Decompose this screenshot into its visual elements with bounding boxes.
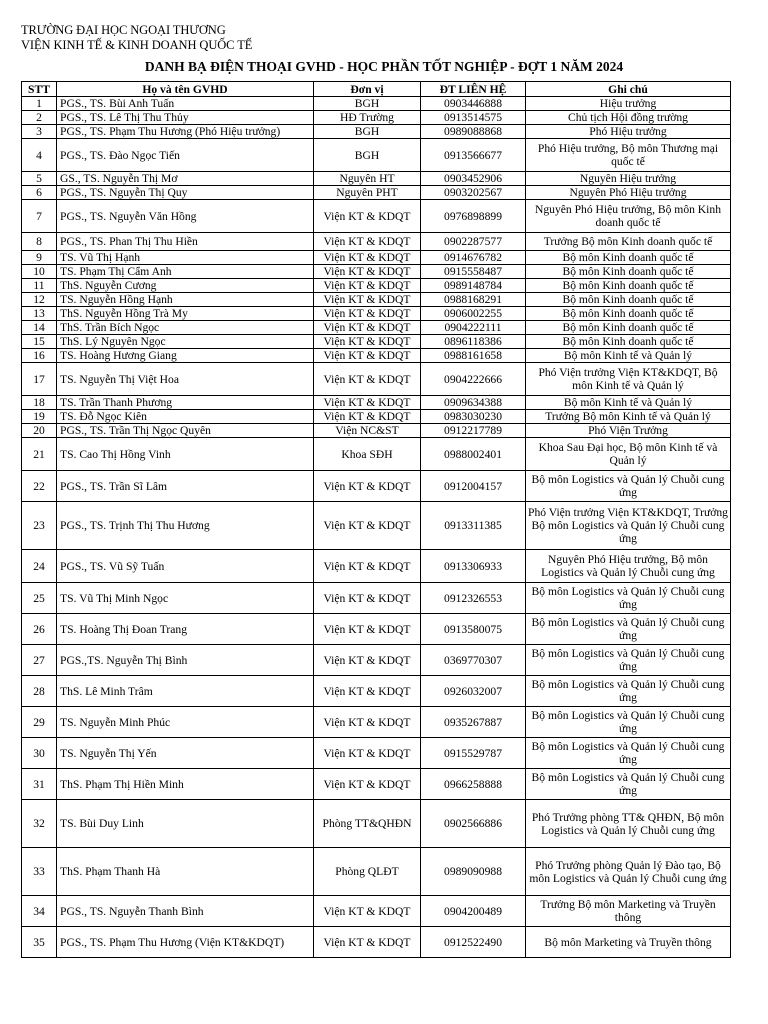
table-row (22, 927, 731, 958)
table-row (22, 172, 731, 186)
table-row (22, 200, 731, 233)
cell-phone: 0935267887 (421, 707, 526, 738)
cell-note: Bộ môn Logistics và Quản lý Chuỗi cung ứng (526, 676, 731, 707)
cell-note: Bộ môn Marketing và Truyền thông (526, 927, 731, 958)
cell-phone: 0909634388 (421, 396, 526, 410)
cell-name: ThS. Trần Bích Ngọc (57, 321, 314, 335)
cell-stt: 3 (22, 125, 57, 139)
cell-phone: 0983030230 (421, 410, 526, 424)
cell-phone: 0903446888 (421, 97, 526, 111)
cell-unit: Viện KT & KDQT (314, 410, 421, 424)
table-row (22, 769, 731, 800)
cell-name: TS. Bùi Duy Linh (57, 800, 314, 848)
cell-unit: Viện KT & KDQT (314, 645, 421, 676)
cell-note: Phó Viện trưởng Viện KT&KDQT, Bộ môn Kinh tế và Quản lý (526, 363, 731, 396)
cell-unit: Khoa SĐH (314, 438, 421, 471)
cell-unit: Viện KT & KDQT (314, 927, 421, 958)
cell-note: Bộ môn Logistics và Quản lý Chuỗi cung ứng (526, 769, 731, 800)
cell-name: PGS., TS. Đào Ngọc Tiến (57, 139, 314, 172)
cell-unit: Viện KT & KDQT (314, 614, 421, 645)
cell-unit: Viện KT & KDQT (314, 583, 421, 614)
cell-note: Phó Viện Trưởng (526, 424, 731, 438)
cell-name: GS., TS. Nguyễn Thị Mơ (57, 172, 314, 186)
cell-phone: 0912522490 (421, 927, 526, 958)
document-title: DANH BẠ ĐIỆN THOẠI GVHD - HỌC PHẦN TỐT NGHIỆP - ĐỢT 1 NĂM 2024 (144, 59, 624, 74)
table-row (22, 111, 731, 125)
cell-name: ThS. Phạm Thị Hiền Minh (57, 769, 314, 800)
cell-phone: 0369770307 (421, 645, 526, 676)
table-row (22, 97, 731, 111)
cell-note: Hiệu trưởng (526, 97, 731, 111)
cell-name: PGS., TS. Vũ Sỹ Tuấn (57, 550, 314, 583)
cell-phone: 0926032007 (421, 676, 526, 707)
cell-name: TS. Đỗ Ngọc Kiên (57, 410, 314, 424)
cell-note: Nguyên Hiệu trưởng (526, 172, 731, 186)
table-body (22, 97, 731, 958)
cell-note: Phó Viện trưởng Viện KT&KDQT, Trưởng Bộ môn Logistics và Quản lý Chuỗi cung ứng (526, 502, 731, 550)
cell-note: Phó Trưởng phòng TT& QHĐN, Bộ môn Logistics và Quản lý Chuỗi cung ứng (526, 800, 731, 848)
cell-stt: 4 (22, 139, 57, 172)
cell-note: Bộ môn Kinh doanh quốc tế (526, 335, 731, 349)
cell-stt: 25 (22, 583, 57, 614)
cell-name: ThS. Nguyễn Cương (57, 279, 314, 293)
cell-stt: 15 (22, 335, 57, 349)
cell-note: Bộ môn Logistics và Quản lý Chuỗi cung ứng (526, 707, 731, 738)
cell-note: Trưởng Bộ môn Kinh tế và Quản lý (526, 410, 731, 424)
cell-unit: Viện KT & KDQT (314, 251, 421, 265)
table-row (22, 279, 731, 293)
cell-note: Trưởng Bộ môn Kinh doanh quốc tế (526, 233, 731, 251)
cell-name: TS. Hoàng Hương Giang (57, 349, 314, 363)
column-header-stt: STT (22, 82, 57, 97)
institute-name: VIỆN KINH TẾ & KINH DOANH QUỐC TẾ (21, 38, 253, 52)
cell-stt: 10 (22, 265, 57, 279)
cell-name: ThS. Nguyễn Hồng Trà My (57, 307, 314, 321)
table-row (22, 738, 731, 769)
cell-stt: 26 (22, 614, 57, 645)
cell-unit: Viện KT & KDQT (314, 279, 421, 293)
cell-unit: Viện KT & KDQT (314, 321, 421, 335)
table-row (22, 424, 731, 438)
cell-name: PGS., TS. Phan Thị Thu Hiền (57, 233, 314, 251)
cell-name: PGS., TS. Nguyễn Thanh Bình (57, 896, 314, 927)
table-header-row (22, 82, 731, 97)
cell-note: Nguyên Phó Hiệu trưởng, Bộ môn Logistics và Quản lý Chuỗi cung ứng (526, 550, 731, 583)
cell-name: PGS., TS. Trần Sĩ Lâm (57, 471, 314, 502)
cell-name: TS. Vũ Thị Hạnh (57, 251, 314, 265)
cell-unit: Nguyên PHT (314, 186, 421, 200)
cell-name: TS. Vũ Thị Minh Ngọc (57, 583, 314, 614)
cell-note: Bộ môn Logistics và Quản lý Chuỗi cung ứng (526, 583, 731, 614)
cell-stt: 34 (22, 896, 57, 927)
cell-stt: 31 (22, 769, 57, 800)
cell-phone: 0913580075 (421, 614, 526, 645)
cell-name: ThS. Lê Minh Trâm (57, 676, 314, 707)
cell-phone: 0988168291 (421, 293, 526, 307)
cell-stt: 29 (22, 707, 57, 738)
cell-stt: 9 (22, 251, 57, 265)
cell-name: TS. Phạm Thị Cẩm Anh (57, 265, 314, 279)
cell-stt: 32 (22, 800, 57, 848)
cell-note: Khoa Sau Đại học, Bộ môn Kinh tế và Quản lý (526, 438, 731, 471)
column-header-unit: Đơn vị (314, 82, 421, 97)
table-row (22, 363, 731, 396)
cell-stt: 7 (22, 200, 57, 233)
cell-unit: Viện KT & KDQT (314, 550, 421, 583)
cell-stt: 21 (22, 438, 57, 471)
cell-note: Bộ môn Kinh doanh quốc tế (526, 265, 731, 279)
table-row (22, 293, 731, 307)
cell-name: PGS., TS. Trần Thị Ngọc Quyên (57, 424, 314, 438)
cell-unit: Viện KT & KDQT (314, 896, 421, 927)
table-row (22, 251, 731, 265)
cell-note: Bộ môn Kinh doanh quốc tế (526, 321, 731, 335)
cell-name: TS. Nguyễn Thị Việt Hoa (57, 363, 314, 396)
column-header-name: Họ và tên GVHD (57, 82, 314, 97)
cell-name: ThS. Lý Nguyên Ngọc (57, 335, 314, 349)
table-row (22, 707, 731, 738)
cell-name: PGS., TS. Nguyễn Thị Quy (57, 186, 314, 200)
cell-unit: BGH (314, 97, 421, 111)
column-header-note: Ghi chú (526, 82, 731, 97)
cell-stt: 20 (22, 424, 57, 438)
cell-note: Chủ tịch Hội đồng trường (526, 111, 731, 125)
cell-stt: 27 (22, 645, 57, 676)
cell-stt: 28 (22, 676, 57, 707)
cell-phone: 0976898899 (421, 200, 526, 233)
cell-note: Phó Trưởng phòng Quản lý Đào tạo, Bộ môn Logistics và Quản lý Chuỗi cung ứng (526, 848, 731, 896)
cell-stt: 24 (22, 550, 57, 583)
cell-unit: Viện KT & KDQT (314, 307, 421, 321)
cell-name: ThS. Phạm Thanh Hà (57, 848, 314, 896)
cell-name: TS. Trần Thanh Phương (57, 396, 314, 410)
cell-note: Bộ môn Kinh tế và Quản lý (526, 396, 731, 410)
cell-stt: 17 (22, 363, 57, 396)
cell-stt: 16 (22, 349, 57, 363)
cell-note: Bộ môn Kinh doanh quốc tế (526, 279, 731, 293)
table-row (22, 583, 731, 614)
cell-note: Nguyên Phó Hiệu trưởng (526, 186, 731, 200)
cell-unit: BGH (314, 125, 421, 139)
table-row (22, 800, 731, 848)
cell-stt: 14 (22, 321, 57, 335)
cell-unit: Viện KT & KDQT (314, 335, 421, 349)
cell-note: Bộ môn Logistics và Quản lý Chuỗi cung ứng (526, 738, 731, 769)
cell-unit: Viện KT & KDQT (314, 396, 421, 410)
contact-table (21, 81, 731, 958)
cell-phone: 0989090988 (421, 848, 526, 896)
cell-unit: Viện KT & KDQT (314, 471, 421, 502)
cell-name: PGS., TS. Trịnh Thị Thu Hương (57, 502, 314, 550)
cell-phone: 0906002255 (421, 307, 526, 321)
cell-stt: 19 (22, 410, 57, 424)
cell-stt: 6 (22, 186, 57, 200)
cell-name: PGS.,TS. Nguyễn Thị Bình (57, 645, 314, 676)
cell-unit: Nguyên HT (314, 172, 421, 186)
column-header-phone: ĐT LIÊN HỆ (421, 82, 526, 97)
cell-name: TS. Nguyễn Hồng Hạnh (57, 293, 314, 307)
table-row (22, 550, 731, 583)
cell-stt: 2 (22, 111, 57, 125)
cell-note: Phó Hiệu trưởng, Bộ môn Thương mại quốc tế (526, 139, 731, 172)
table-row (22, 614, 731, 645)
table-row (22, 233, 731, 251)
cell-name: TS. Hoàng Thị Đoan Trang (57, 614, 314, 645)
cell-phone: 0988161658 (421, 349, 526, 363)
table-row (22, 502, 731, 550)
cell-unit: Viện KT & KDQT (314, 769, 421, 800)
table-row (22, 471, 731, 502)
cell-phone: 0904222666 (421, 363, 526, 396)
table-row (22, 438, 731, 471)
cell-note: Phó Hiệu trưởng (526, 125, 731, 139)
cell-name: PGS., TS. Phạm Thu Hương (Viện KT&KDQT) (57, 927, 314, 958)
cell-stt: 11 (22, 279, 57, 293)
cell-phone: 0903452906 (421, 172, 526, 186)
cell-name: TS. Nguyễn Minh Phúc (57, 707, 314, 738)
table-row (22, 396, 731, 410)
cell-name: TS. Nguyễn Thị Yến (57, 738, 314, 769)
cell-phone: 0896118386 (421, 335, 526, 349)
cell-note: Nguyên Phó Hiệu trưởng, Bộ môn Kinh doanh quốc tế (526, 200, 731, 233)
cell-phone: 0904200489 (421, 896, 526, 927)
cell-phone: 0915558487 (421, 265, 526, 279)
table-row (22, 125, 731, 139)
table-row (22, 307, 731, 321)
cell-unit: Viện KT & KDQT (314, 233, 421, 251)
cell-unit: HĐ Trường (314, 111, 421, 125)
cell-note: Bộ môn Kinh doanh quốc tế (526, 293, 731, 307)
cell-stt: 30 (22, 738, 57, 769)
table-row (22, 896, 731, 927)
cell-phone: 0988002401 (421, 438, 526, 471)
cell-phone: 0966258888 (421, 769, 526, 800)
cell-name: TS. Cao Thị Hồng Vinh (57, 438, 314, 471)
cell-phone: 0914676782 (421, 251, 526, 265)
table-row (22, 349, 731, 363)
cell-note: Trưởng Bộ môn Marketing và Truyền thông (526, 896, 731, 927)
cell-note: Bộ môn Logistics và Quản lý Chuỗi cung ứng (526, 614, 731, 645)
cell-unit: Viện KT & KDQT (314, 200, 421, 233)
table-row (22, 410, 731, 424)
cell-name: PGS., TS. Nguyễn Văn Hồng (57, 200, 314, 233)
cell-phone: 0989088868 (421, 125, 526, 139)
cell-stt: 12 (22, 293, 57, 307)
cell-stt: 23 (22, 502, 57, 550)
cell-phone: 0913311385 (421, 502, 526, 550)
cell-phone: 0912217789 (421, 424, 526, 438)
cell-note: Bộ môn Kinh doanh quốc tế (526, 307, 731, 321)
cell-phone: 0913514575 (421, 111, 526, 125)
cell-stt: 1 (22, 97, 57, 111)
cell-unit: Phòng TT&QHĐN (314, 800, 421, 848)
cell-stt: 13 (22, 307, 57, 321)
table-row (22, 265, 731, 279)
cell-name: PGS., TS. Bùi Anh Tuấn (57, 97, 314, 111)
table-row (22, 848, 731, 896)
cell-phone: 0902287577 (421, 233, 526, 251)
cell-unit: Viện KT & KDQT (314, 502, 421, 550)
cell-phone: 0913566677 (421, 139, 526, 172)
table-row (22, 676, 731, 707)
cell-phone: 0913306933 (421, 550, 526, 583)
cell-unit: Viện KT & KDQT (314, 363, 421, 396)
cell-stt: 22 (22, 471, 57, 502)
cell-note: Bộ môn Kinh tế và Quản lý (526, 349, 731, 363)
cell-stt: 35 (22, 927, 57, 958)
cell-unit: Viện KT & KDQT (314, 349, 421, 363)
cell-unit: Viện KT & KDQT (314, 738, 421, 769)
cell-stt: 33 (22, 848, 57, 896)
cell-note: Bộ môn Logistics và Quản lý Chuỗi cung ứng (526, 471, 731, 502)
cell-unit: Viện KT & KDQT (314, 707, 421, 738)
cell-unit: Viện NC&ST (314, 424, 421, 438)
cell-phone: 0903202567 (421, 186, 526, 200)
cell-unit: Viện KT & KDQT (314, 676, 421, 707)
cell-unit: Viện KT & KDQT (314, 293, 421, 307)
cell-phone: 0902566886 (421, 800, 526, 848)
cell-phone: 0904222111 (421, 321, 526, 335)
cell-name: PGS., TS. Phạm Thu Hương (Phó Hiệu trưởng) (57, 125, 314, 139)
cell-unit: BGH (314, 139, 421, 172)
cell-unit: Phòng QLĐT (314, 848, 421, 896)
cell-stt: 18 (22, 396, 57, 410)
table-row (22, 321, 731, 335)
table-row (22, 645, 731, 676)
university-name: TRƯỜNG ĐẠI HỌC NGOẠI THƯƠNG (21, 23, 226, 37)
cell-name: PGS., TS. Lê Thị Thu Thủy (57, 111, 314, 125)
cell-stt: 5 (22, 172, 57, 186)
cell-phone: 0912326553 (421, 583, 526, 614)
cell-unit: Viện KT & KDQT (314, 265, 421, 279)
table-row (22, 186, 731, 200)
cell-note: Bộ môn Kinh doanh quốc tế (526, 251, 731, 265)
table-row (22, 335, 731, 349)
cell-phone: 0915529787 (421, 738, 526, 769)
table-row (22, 139, 731, 172)
cell-phone: 0912004157 (421, 471, 526, 502)
cell-stt: 8 (22, 233, 57, 251)
cell-phone: 0989148784 (421, 279, 526, 293)
cell-note: Bộ môn Logistics và Quản lý Chuỗi cung ứng (526, 645, 731, 676)
